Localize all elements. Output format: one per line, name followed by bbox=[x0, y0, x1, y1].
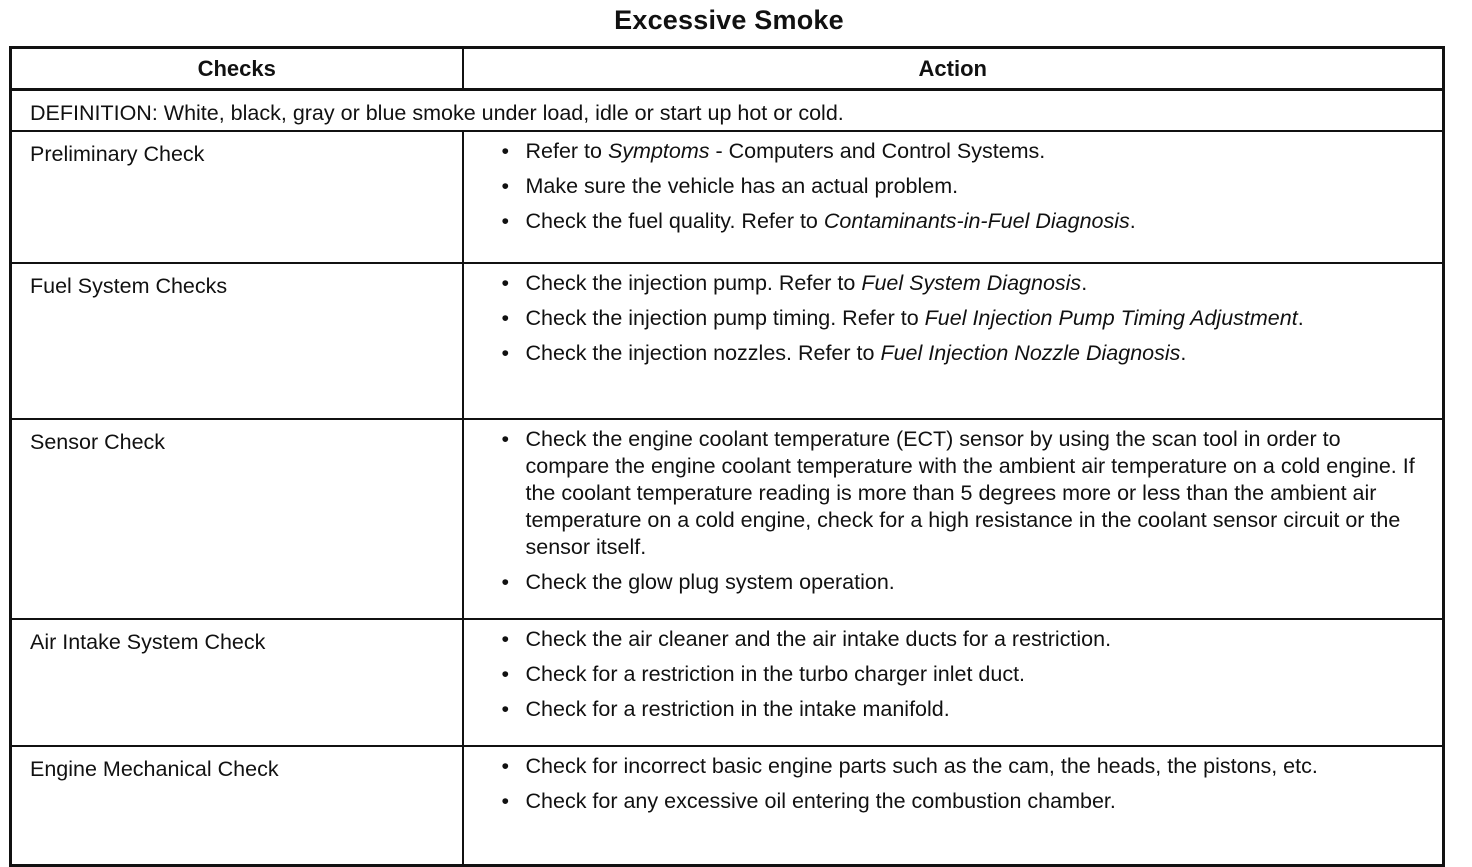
action-cell bbox=[463, 746, 1444, 866]
definition-text: DEFINITION: White, black, gray or blue smoke under load, idle or start up hot or cold. bbox=[11, 90, 1444, 131]
header-checks: Checks bbox=[11, 48, 463, 90]
table-row bbox=[11, 131, 1444, 263]
table-row bbox=[11, 263, 1444, 419]
action-item: • Check the injection pump. Refer to Fuel System Diagnosis. bbox=[502, 270, 1423, 297]
action-item: • Check the injection pump timing. Refer to Fuel Injection Pump Timing Adjustment. bbox=[502, 305, 1423, 332]
action-item: • Check the engine coolant temperature (ECT) sensor by using the scan tool in order to compare the engine coolant temperature with the ambient air temperature on a cold engine. If the coolant temperature reading is more than 5 degrees more or less than the ambient air temperature on a cold engine, check for a high resistance in the coolant sensor circuit or the sensor itself. bbox=[502, 426, 1423, 561]
check-name: Engine Mechanical Check bbox=[11, 746, 463, 866]
action-item: • Check the fuel quality. Refer to Contaminants-in-Fuel Diagnosis. bbox=[502, 208, 1423, 235]
action-item: • Check for any excessive oil entering the combustion chamber. bbox=[502, 788, 1423, 815]
action-list bbox=[502, 753, 1423, 815]
action-cell bbox=[463, 619, 1444, 746]
action-item: • Check the injection nozzles. Refer to Fuel Injection Nozzle Diagnosis. bbox=[502, 340, 1423, 367]
action-item: • Refer to Symptoms - Computers and Control Systems. bbox=[502, 138, 1423, 165]
action-cell bbox=[463, 419, 1444, 619]
check-name: Preliminary Check bbox=[11, 131, 463, 263]
definition-row bbox=[11, 90, 1444, 131]
action-item: • Check for incorrect basic engine parts such as the cam, the heads, the pistons, etc. bbox=[502, 753, 1423, 780]
action-item: • Check the glow plug system operation. bbox=[502, 569, 1423, 596]
table-row bbox=[11, 746, 1444, 866]
check-name: Air Intake System Check bbox=[11, 619, 463, 746]
action-list bbox=[502, 270, 1423, 367]
diagnosis-table bbox=[9, 46, 1445, 867]
reference-link-text: Symptoms bbox=[607, 138, 710, 163]
action-item: • Check the air cleaner and the air intake ducts for a restriction. bbox=[502, 626, 1423, 653]
reference-link-text: Contaminants-in-Fuel Diagnosis bbox=[823, 208, 1130, 233]
reference-link-text: Fuel System Diagnosis bbox=[861, 270, 1082, 295]
table-row bbox=[11, 419, 1444, 619]
header-row bbox=[11, 48, 1444, 90]
action-cell bbox=[463, 131, 1444, 263]
action-item: • Make sure the vehicle has an actual problem. bbox=[502, 173, 1423, 200]
check-name: Sensor Check bbox=[11, 419, 463, 619]
action-list bbox=[502, 138, 1423, 235]
action-item: • Check for a restriction in the turbo charger inlet duct. bbox=[502, 661, 1423, 688]
document-title: Excessive Smoke bbox=[614, 5, 844, 35]
reference-link-text: Fuel Injection Nozzle Diagnosis bbox=[880, 340, 1181, 365]
action-list bbox=[502, 626, 1423, 723]
check-name: Fuel System Checks bbox=[11, 263, 463, 419]
reference-link-text: Fuel Injection Pump Timing Adjustment bbox=[924, 305, 1298, 330]
action-item: • Check for a restriction in the intake manifold. bbox=[502, 696, 1423, 723]
header-action: Action bbox=[463, 48, 1444, 90]
table-row bbox=[11, 619, 1444, 746]
action-list bbox=[502, 426, 1423, 596]
action-cell bbox=[463, 263, 1444, 419]
